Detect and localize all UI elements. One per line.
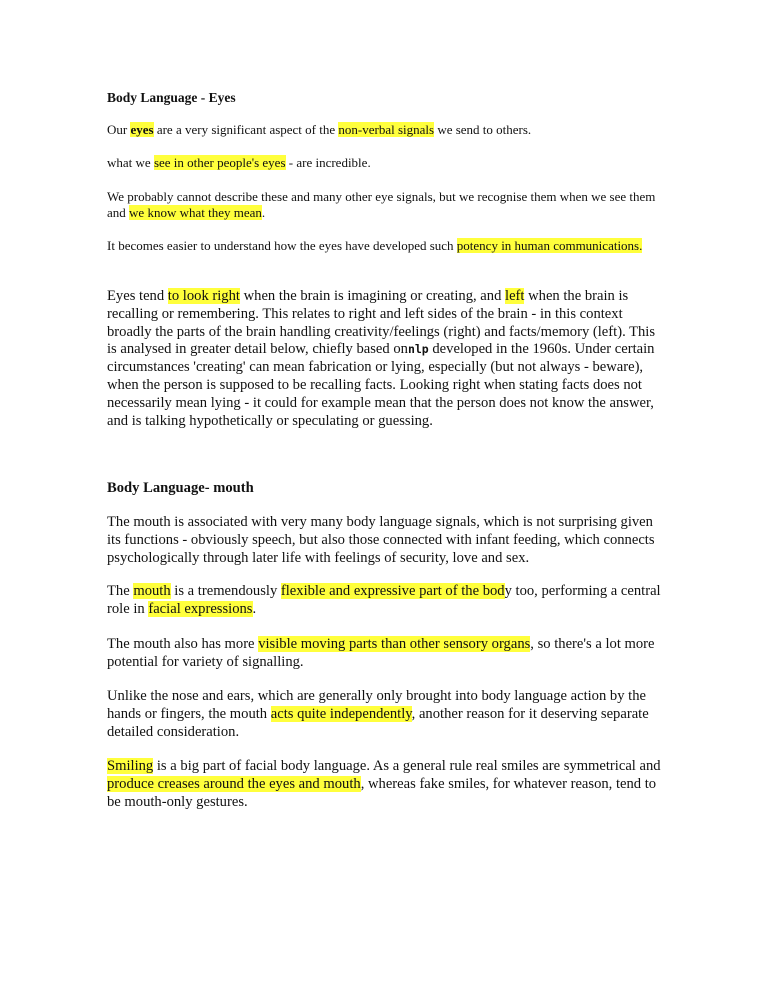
text-run: The xyxy=(107,583,134,599)
text-run: . xyxy=(252,600,257,617)
highlight: non-verbal signals xyxy=(338,122,435,137)
text-run: - are incredible. xyxy=(285,155,371,170)
highlight: eyes xyxy=(130,122,154,137)
highlight: to look right xyxy=(167,288,240,304)
mouth-heading: Body Language- mouth xyxy=(107,480,254,496)
eyes-paragraph-5 xyxy=(107,288,667,430)
highlight: visible moving parts than other sensory organs xyxy=(258,636,531,652)
eyes-heading: Body Language - Eyes xyxy=(107,90,236,105)
mouth-paragraph-4 xyxy=(107,688,667,741)
text-run: when the brain is recalling or remembering. This relates to right and left sides of the brain - in this context broadly the parts of the brain handling creativity/feelings (right) and facts/memory (left). This is analysed in greater detail below, chiefly based on xyxy=(107,288,656,358)
mouth-paragraph-2 xyxy=(107,583,667,619)
text-run: Our xyxy=(107,122,131,137)
text-run: , so there's a lot more potential for variety of signalling. xyxy=(107,636,655,670)
text-run: Unlike the nose and ears, which are generally only brought into body language action by the hands or fingers, the mouth xyxy=(107,688,646,722)
highlight: acts quite independently xyxy=(270,705,412,722)
eyes-paragraph-3 xyxy=(107,189,667,220)
mouth-paragraph-5 xyxy=(107,758,667,811)
eyes-paragraph-2 xyxy=(107,155,667,171)
eyes-paragraph-1 xyxy=(107,122,667,138)
text-run: when the brain is imagining or creating, and xyxy=(239,288,506,304)
text-run: y too, performing a central role in xyxy=(107,583,661,617)
text-run: , another reason for it deserving separate detailed consideration. xyxy=(107,705,649,740)
highlight: left xyxy=(505,288,525,304)
text-run: Eyes tend xyxy=(107,288,168,304)
text-run: It becomes easier to understand how the eyes have developed such xyxy=(107,238,457,253)
mouth-paragraph-3 xyxy=(107,636,667,672)
eyes-paragraph-4 xyxy=(107,238,667,254)
text-run: The mouth also has more xyxy=(107,636,259,652)
text-run: . xyxy=(261,204,266,220)
text-run: is a tremendously xyxy=(170,583,281,599)
nlp-term: nlp xyxy=(407,342,429,357)
highlight: mouth xyxy=(133,583,171,599)
highlight: facial expressions xyxy=(148,600,253,617)
highlight: flexible and expressive part of the bod xyxy=(280,583,505,599)
highlight: potency in human communications. xyxy=(456,238,643,253)
mouth-paragraph-1 xyxy=(107,514,667,567)
highlight: Smiling xyxy=(107,758,154,774)
text-run: we send to others. xyxy=(434,122,532,137)
text-run: We probably cannot describe these and many other eye signals, but we recognise them when we see them and xyxy=(107,189,656,220)
text-run: The mouth is associated with very many body language signals, which is not surprising given its functions - obviously speech, but also those connected with infant feeding, which connects psychologically through later life with feelings of security, love and sex. xyxy=(107,514,655,566)
text-run: is a big part of facial body language. As a general rule real smiles are symmetrical and xyxy=(153,758,661,774)
text-run: are a very significant aspect of the xyxy=(153,122,339,137)
text-run: what we xyxy=(107,155,154,170)
highlight: we know what they mean xyxy=(129,204,262,220)
text-run: developed in the 1960s. Under certain circumstances 'creating' can mean fabrication or lying, especially (but not always - beware), when the person is supposed to be recalling facts. Looking right when stating facts does not necessarily mean lying - it could for example mean that the person does not know the answer, and is talking hypothetically or speculating or guessing. xyxy=(107,341,655,429)
text-run: , whereas fake smiles, for whatever reason, tend to be mouth-only gestures. xyxy=(107,775,657,810)
highlight: produce creases around the eyes and mouth xyxy=(107,775,361,792)
highlight: see in other people's eyes xyxy=(153,155,286,170)
